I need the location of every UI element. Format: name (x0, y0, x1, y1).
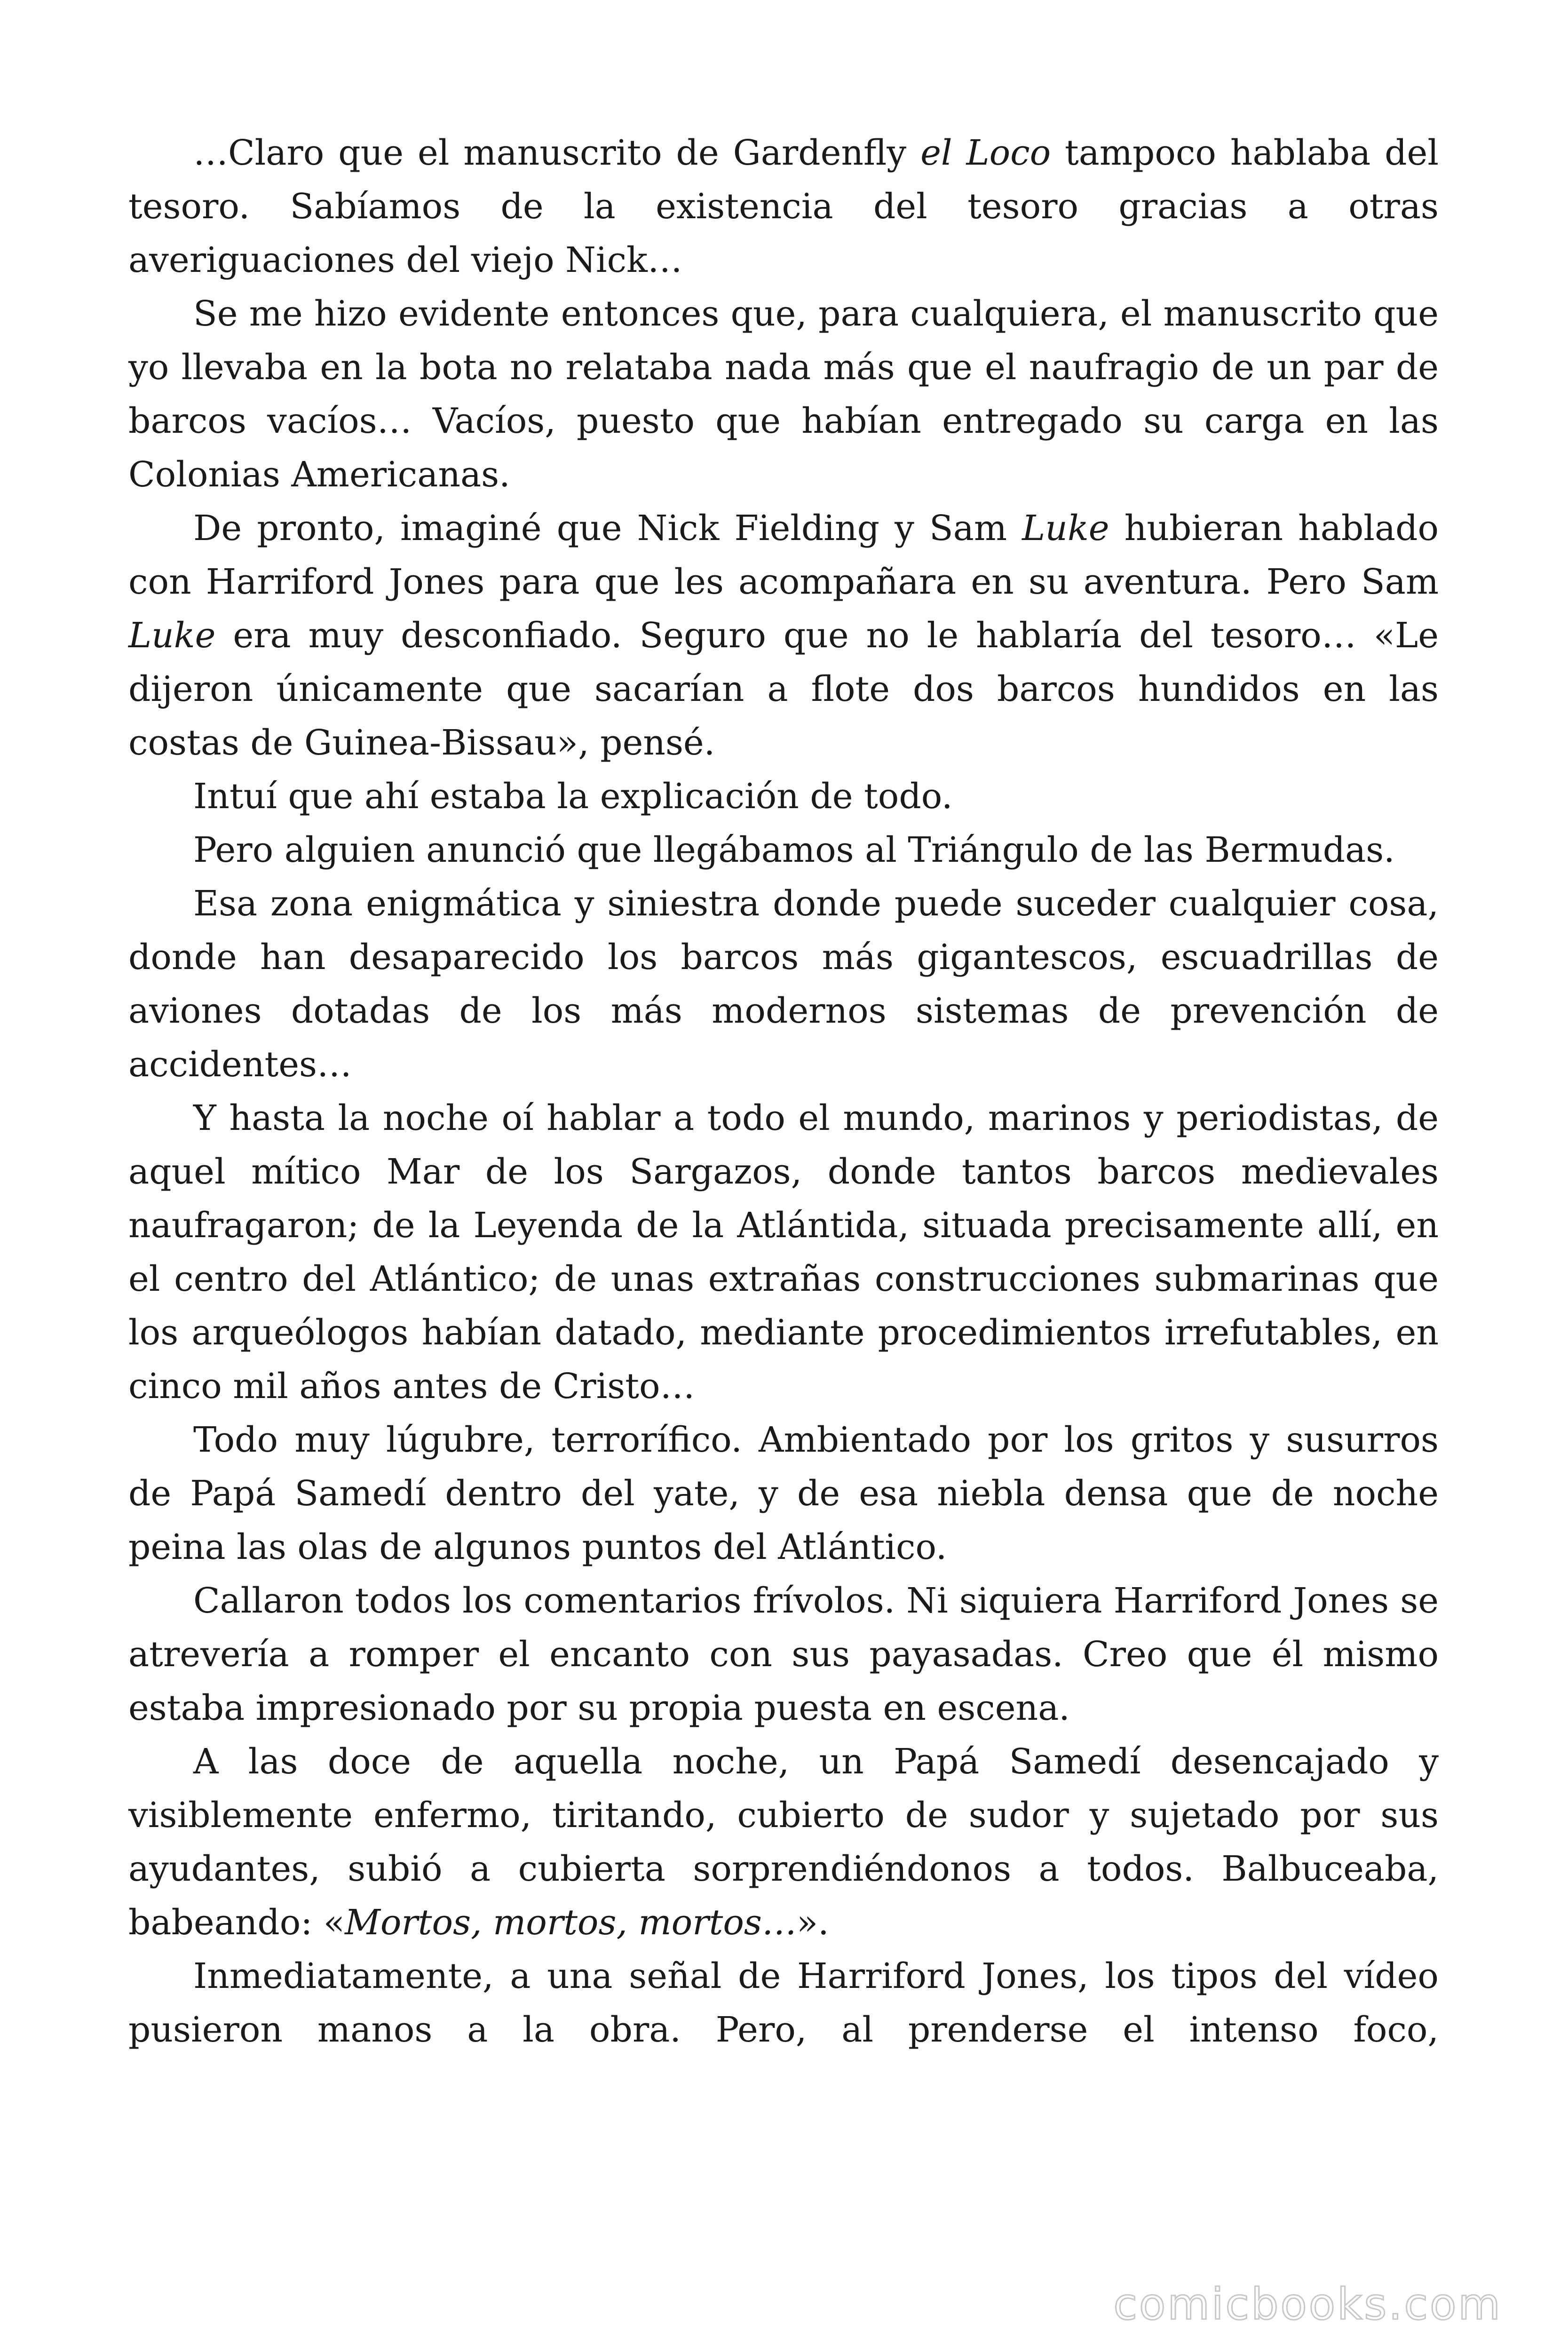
text-run: Y hasta la noche oí hablar a todo el mundo, marinos y periodistas, de aquel mítico Mar de los Sargazos, donde tantos barcos medievales naufragaron; de la Leyenda de la Atlántida, situada precisamente allí, en el centro del Atlántico; de unas extrañas construcciones submarinas que los arqueólogos habían datado, mediante procedimientos irrefutables, en cinco mil años antes de Cristo… (128, 1098, 1439, 1406)
text-run: Inmediatamente, a una señal de Harriford Jones, los tipos del vídeo pusieron manos a la obra. Pero, al prenderse el intenso foco, (128, 1956, 1439, 2050)
text-run: hubieran hablado con Harriford Jones para que les acompañara en su aventura. Pero Sam (128, 508, 1439, 602)
paragraph (128, 1949, 1439, 2057)
book-page (128, 126, 1439, 2243)
watermark-text: comicbooks.com (1113, 2279, 1502, 2329)
text-run: Intuí que ahí estaba la explicación de todo. (193, 776, 953, 817)
text-run: …Claro que el manuscrito de Gardenfly (193, 133, 921, 173)
paragraph (128, 823, 1439, 877)
text-run: Callaron todos los comentarios frívolos. Ni siquiera Harriford Jones se atrevería a romper el encanto con sus payasadas. Creo que él mismo estaba impresionado por su propia puesta en escena. (128, 1581, 1439, 1728)
text-run: Todo muy lúgubre, terrorífico. Ambientado por los gritos y susurros de Papá Samedí dentro del yate, y de esa niebla densa que de noche peina las olas de algunos puntos del Atlántico. (128, 1420, 1439, 1567)
paragraph (128, 1574, 1439, 1735)
text-run: Esa zona enigmática y siniestra donde puede suceder cualquier cosa, donde han desaparecido los barcos más gigantescos, escuadrillas de aviones dotadas de los más modernos sistemas de prevención de accidentes… (128, 883, 1439, 1085)
paragraph (128, 126, 1439, 287)
italic-run: Luke (128, 615, 216, 656)
paragraph (128, 501, 1439, 770)
text-run: tampoco hablaba del tesoro. Sabíamos de la existencia del tesoro gracias a otras averiguaciones del viejo Nick… (128, 133, 1439, 280)
italic-run: Mortos, mortos, mortos… (345, 1902, 797, 1943)
text-run: Pero alguien anunció que llegábamos al Triángulo de las Bermudas. (193, 830, 1395, 870)
paragraph (128, 1413, 1439, 1574)
paragraph (128, 877, 1439, 1091)
page-body-text (128, 126, 1439, 2057)
text-run: De pronto, imaginé que Nick Fielding y Sam (193, 508, 1022, 548)
text-run: era muy desconfiado. Seguro que no le hablaría del tesoro… «Le dijeron únicamente que sacarían a flote dos barcos hundidos en las costas de Guinea-Bissau», pensé. (128, 615, 1439, 763)
paragraph (128, 287, 1439, 501)
italic-run: Luke (1022, 508, 1109, 548)
italic-run: el Loco (920, 133, 1051, 173)
paragraph (128, 1091, 1439, 1413)
paragraph (128, 1735, 1439, 1949)
text-run: ». (796, 1902, 829, 1943)
text-run: A las doce de aquella noche, un Papá Samedí desencajado y visiblemente enfermo, tiritando, cubierto de sudor y sujetado por sus ayudantes, subió a cubierta sorprendiéndonos a todos. Balbuceaba, babeando: « (128, 1741, 1439, 1943)
text-run: Se me hizo evidente entonces que, para cualquiera, el manuscrito que yo llevaba en la bota no relataba nada más que el naufragio de un par de barcos vacíos… Vacíos, puesto que habían entregado su carga en las Colonias Americanas. (128, 294, 1439, 495)
paragraph (128, 770, 1439, 823)
